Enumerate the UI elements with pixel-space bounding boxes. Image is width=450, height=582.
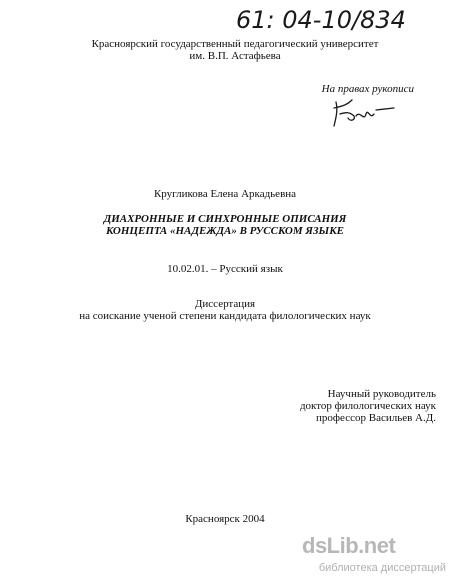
watermark (296, 533, 446, 579)
handwritten-archive-code (232, 2, 442, 36)
supervisor-degree: доктор филологических наук (299, 400, 436, 412)
title-line-2: КОНЦЕПТА «НАДЕЖДА» В РУССКОМ ЯЗЫКЕ (105, 225, 344, 237)
specialty-code: 10.02.01. – Русский язык (167, 263, 283, 275)
dissertation-title (80, 213, 370, 237)
supervisor-block (270, 388, 436, 424)
dissertation-label: Диссертация (194, 298, 256, 310)
watermark-logo: dsLib.net (302, 533, 396, 558)
title-line-1: ДИАХРОННЫЕ И СИНХРОННЫЕ ОПИСАНИЯ (103, 213, 347, 225)
manuscript-rights-note: На правах рукописи (321, 83, 414, 95)
watermark-caption: библиотека диссертаций (318, 562, 446, 574)
university-name: Красноярский государственный педагогический университет (91, 38, 379, 50)
supervisor-role: Научный руководитель (327, 388, 436, 400)
supervisor-name: профессор Васильев А.Д. (316, 412, 436, 424)
university-named-after: им. В.П. Астафьева (189, 50, 281, 62)
dissertation-type (0, 298, 450, 322)
dissertation-purpose: на соискание ученой степени кандидата филологических наук (79, 310, 371, 322)
handwritten-signature (330, 96, 400, 130)
author-name: Кругликова Елена Аркадьевна (153, 188, 297, 200)
city-year: Красноярск 2004 (185, 513, 265, 525)
archive-code-text: 61: 04-10/834 (236, 6, 406, 34)
university-header (80, 38, 390, 62)
